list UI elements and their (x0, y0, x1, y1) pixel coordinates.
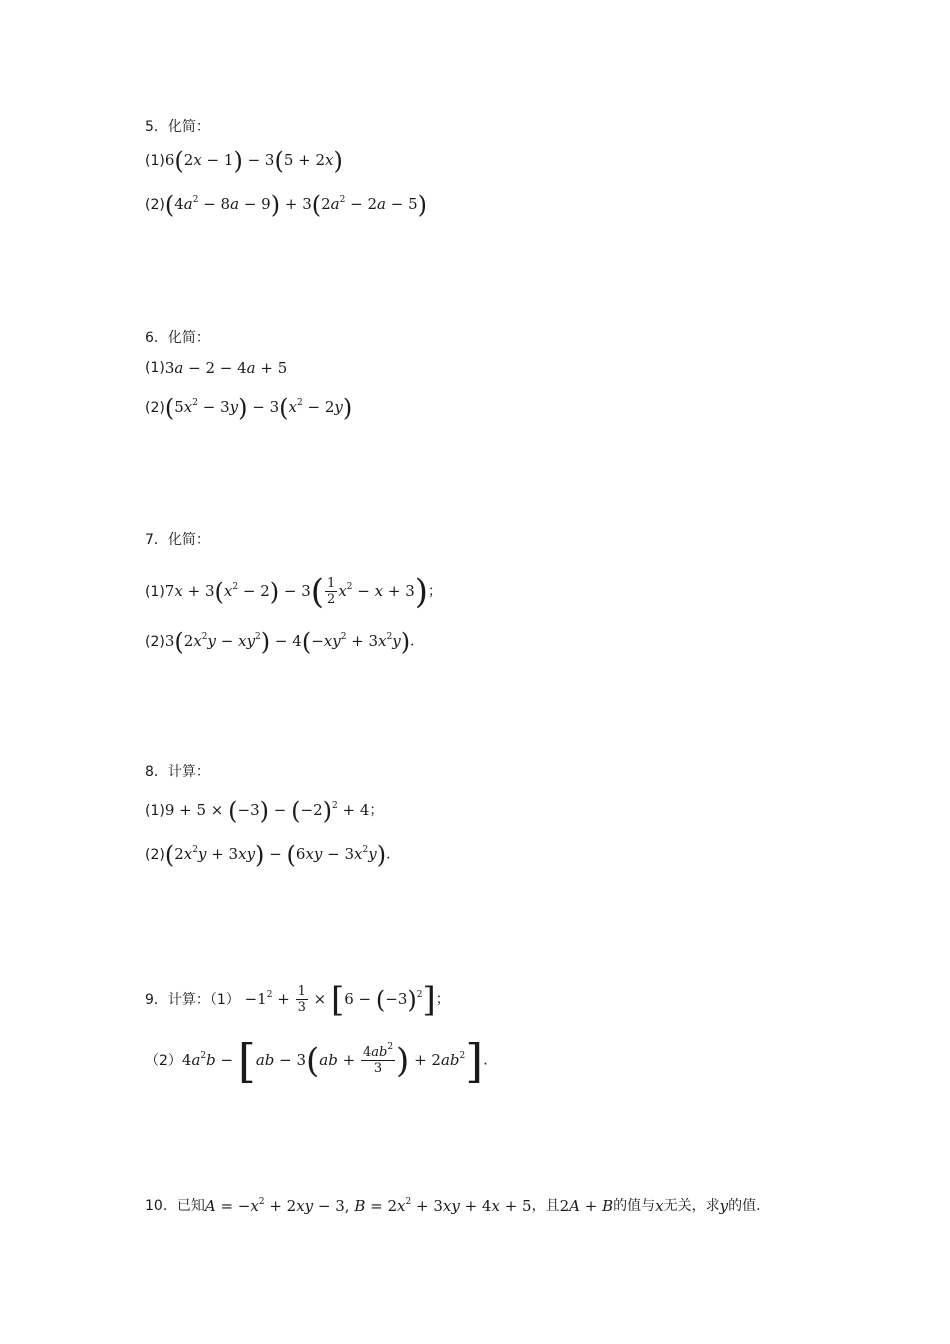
q8-part1 (145, 797, 384, 825)
q10-mid1: ，且 (531, 1198, 560, 1214)
q10-var-y: y (719, 1197, 729, 1215)
q6-part2-expr: $(5x^2 - 3y) - 3(x^2 - 2y)$ (164, 394, 353, 422)
q8-part1-expr: $9 + 5 \times (-3) - (-2)^2 + 4$ (164, 797, 370, 825)
q7-part2-label: (2) (145, 633, 165, 650)
q8-part2-end: ． (386, 846, 401, 863)
q6-part2-label: (2) (145, 399, 165, 416)
q10-mid4: 的值． (728, 1198, 771, 1214)
q7-part2-end: ． (410, 633, 425, 650)
q7-part1-end: ； (428, 583, 443, 600)
q6-part1-label: (1) (145, 360, 165, 376)
q8-part1-end: ； (369, 802, 384, 819)
q9-part1-expr: $-1^2$ + $\frac{1}{3}$ × $[6 - (-3)^2]$ (239, 979, 436, 1020)
q5-part2-expr: $(4a^2 - 8a - 9) + 3(2a^2 - 2a - 5)$ (164, 191, 427, 219)
q8-part2 (145, 841, 401, 869)
q7-part1 (145, 571, 443, 612)
q8-part1-label: (1) (145, 802, 165, 819)
q10-mid3: 无关，求 (663, 1198, 720, 1214)
q5-title: 5．化简： (145, 119, 210, 135)
q10-var-x: x (655, 1197, 664, 1215)
q9-part2 (145, 1033, 498, 1088)
q10-mid2: 的值与 (613, 1198, 656, 1214)
q7-title: 7．化简： (145, 532, 210, 548)
q5-part2 (145, 191, 427, 219)
q9-title: 9．计算：（1） (145, 991, 240, 1008)
q10-def-expr: $A = -x^2 + 2xy - 3$, $B = 2x^2 + 3xy + 4x + 5$ (204, 1197, 532, 1215)
q8-part2-label: (2) (145, 846, 165, 863)
q9-part2-expr: $4a^2b - [ab - 3(ab$ + $\frac{4ab^2}{3}$ ) + $2ab^2$] (181, 1033, 484, 1088)
q7-part2 (145, 628, 425, 656)
q8-title: 8．计算： (145, 764, 210, 780)
q9-part1 (145, 979, 450, 1020)
q6-title: 6．化简： (145, 330, 210, 346)
q5-part1-expr: 6(2x − 1) − 3(5 + 2x) (164, 147, 343, 175)
q7-part2-expr: $3(2x^2y - xy^2) - 4(-xy^2 + 3x^2y)$ (164, 628, 411, 656)
q9-part1-end: ； (435, 991, 450, 1008)
q5-part2-label: (2) (145, 196, 165, 213)
q10-expr-2a-plus-b: 2A + B (559, 1197, 614, 1215)
q6-part1 (145, 358, 287, 378)
q6-part1-expr: 3a − 2 − 4a + 5 (164, 359, 288, 377)
q5-part1 (145, 147, 343, 175)
q10-text (145, 1196, 770, 1216)
q6-part2 (145, 394, 353, 422)
q7-part1-label: (1) (145, 583, 165, 600)
q7-part1-expr: $7x + 3(x^2 - 2) - 3$( $\frac{1}{2}$ $x^2 - x + 3$) (164, 571, 429, 612)
q5-part1-label: (1) (145, 152, 165, 169)
q9-part2-end: ． (483, 1052, 498, 1069)
q10-pre: 10．已知 (145, 1198, 205, 1214)
q8-part2-expr: $(2x^2y + 3xy) - (6xy - 3x^2y)$ (164, 841, 387, 869)
q9-part2-label: （2） (145, 1052, 182, 1069)
